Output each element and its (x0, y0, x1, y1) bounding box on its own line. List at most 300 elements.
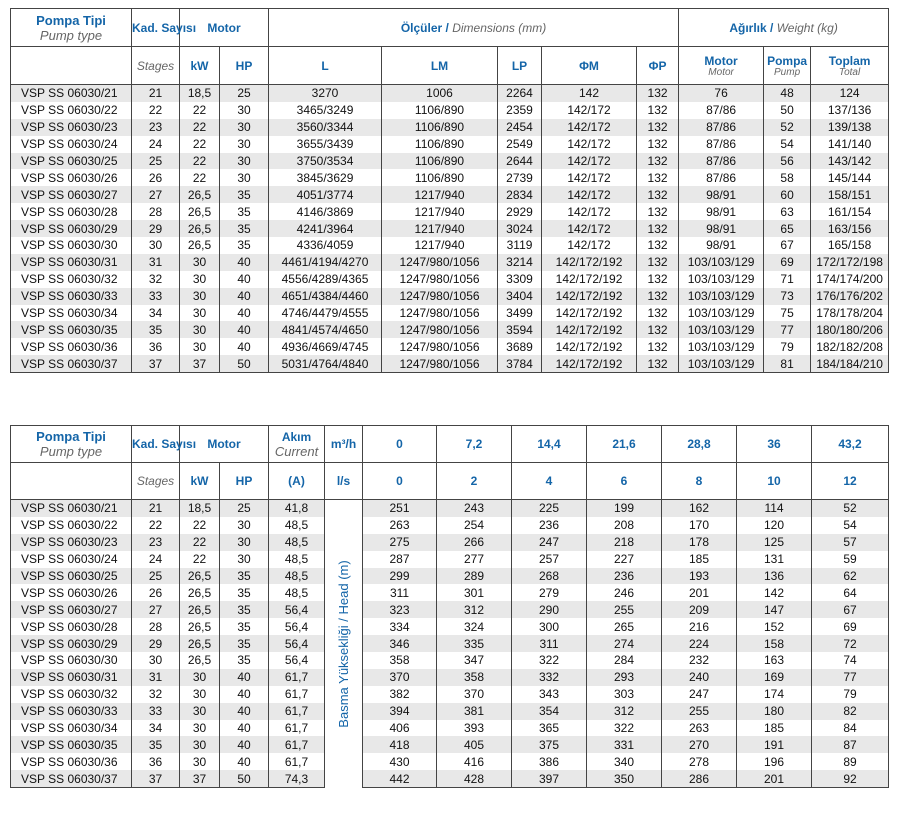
current-cell: 48,5 (269, 551, 325, 568)
head-cell: 322 (512, 652, 587, 669)
kw-cell: 37 (180, 770, 220, 787)
current-cell: 48,5 (269, 517, 325, 534)
hp-cell: 35 (220, 203, 269, 220)
kw-cell: 22 (180, 551, 220, 568)
kw-cell: 30 (180, 254, 220, 271)
weight-pump-cell: 67 (764, 237, 811, 254)
lm-cell: 1106/890 (382, 153, 498, 170)
hp-header: HP (220, 463, 269, 500)
head-cell: 275 (363, 534, 437, 551)
table-row (11, 355, 889, 372)
pump-model-cell: VSP SS 06030/32 (11, 686, 132, 703)
lp-cell: 2739 (498, 169, 542, 186)
performance-table (10, 425, 889, 788)
head-cell: 147 (737, 601, 812, 618)
l-cell: 3750/3534 (269, 153, 382, 170)
weight-pump-cell: 50 (764, 102, 811, 119)
weight-total-cell: 124 (811, 85, 889, 102)
lm-cell: 1247/980/1056 (382, 355, 498, 372)
pump-model-cell: VSP SS 06030/37 (11, 355, 132, 372)
head-cell: 279 (512, 584, 587, 601)
head-cell: 57 (812, 534, 889, 551)
table-row (11, 203, 889, 220)
head-cell: 382 (363, 686, 437, 703)
pump-model-cell: VSP SS 06030/31 (11, 254, 132, 271)
hp-cell: 30 (220, 551, 269, 568)
weight-motor-cell: 87/86 (679, 153, 764, 170)
stages-subheader: Stages (132, 47, 180, 85)
hp-cell: 30 (220, 153, 269, 170)
phi-p-cell: 132 (637, 305, 679, 322)
head-cell: 170 (662, 517, 737, 534)
kw-cell: 22 (180, 119, 220, 136)
lm-cell: 1247/980/1056 (382, 305, 498, 322)
current-cell: 61,7 (269, 686, 325, 703)
weight-header: Ağırlık / Weight (kg) (679, 9, 889, 47)
head-cell: 397 (512, 770, 587, 787)
table-row (11, 102, 889, 119)
lp-cell: 2264 (498, 85, 542, 102)
lm-cell: 1247/980/1056 (382, 321, 498, 338)
pump-model-cell: VSP SS 06030/33 (11, 288, 132, 305)
hp-cell: 30 (220, 517, 269, 534)
stages-cell: 21 (132, 500, 180, 517)
kw-cell: 26,5 (180, 237, 220, 254)
weight-total-cell: 178/178/204 (811, 305, 889, 322)
head-cell: 185 (662, 551, 737, 568)
weight-motor-cell: 103/103/129 (679, 305, 764, 322)
stages-cell: 23 (132, 119, 180, 136)
l-cell: 4841/4574/4650 (269, 321, 382, 338)
head-cell: 300 (512, 618, 587, 635)
weight-motor-cell: 87/86 (679, 102, 764, 119)
head-cell: 428 (437, 770, 512, 787)
head-cell: 358 (437, 669, 512, 686)
head-cell: 311 (363, 584, 437, 601)
kw-cell: 30 (180, 703, 220, 720)
hp-cell: 50 (220, 355, 269, 372)
kw-cell: 26,5 (180, 186, 220, 203)
pump-model-cell: VSP SS 06030/30 (11, 237, 132, 254)
hp-cell: 35 (220, 220, 269, 237)
head-cell: 87 (812, 736, 889, 753)
table-row (11, 635, 889, 652)
stages-cell: 35 (132, 736, 180, 753)
stages-cell: 27 (132, 186, 180, 203)
weight-motor-cell: 87/86 (679, 136, 764, 153)
head-cell: 303 (587, 686, 662, 703)
head-cell: 232 (662, 652, 737, 669)
flow-m3h-1: 7,2 (437, 426, 512, 463)
pump-model-cell: VSP SS 06030/34 (11, 720, 132, 737)
phi-p-cell: 132 (637, 254, 679, 271)
stages-header: Kad. Sayısı (132, 9, 180, 47)
table-row (11, 338, 889, 355)
stages-cell: 36 (132, 338, 180, 355)
current-header: Akım Current (269, 426, 325, 463)
stages-cell: 37 (132, 770, 180, 787)
hp-cell: 30 (220, 534, 269, 551)
l-cell: 4936/4669/4745 (269, 338, 382, 355)
head-cell: 72 (812, 635, 889, 652)
motor-header: Motor (180, 426, 269, 463)
pump-model-cell: VSP SS 06030/36 (11, 753, 132, 770)
l-header: L (269, 47, 382, 85)
stages-cell: 29 (132, 220, 180, 237)
head-cell: 289 (437, 568, 512, 585)
table-row (11, 652, 889, 669)
weight-total-cell: 161/154 (811, 203, 889, 220)
head-cell: 312 (587, 703, 662, 720)
head-cell: 201 (662, 584, 737, 601)
head-cell: 386 (512, 753, 587, 770)
kw-cell: 26,5 (180, 584, 220, 601)
head-cell: 89 (812, 753, 889, 770)
hp-cell: 40 (220, 669, 269, 686)
hp-cell: 40 (220, 305, 269, 322)
head-cell: 82 (812, 703, 889, 720)
head-cell: 162 (662, 500, 737, 517)
table-row (11, 584, 889, 601)
weight-motor-cell: 103/103/129 (679, 271, 764, 288)
weight-motor-cell: 76 (679, 85, 764, 102)
head-cell: 142 (737, 584, 812, 601)
pump-model-cell: VSP SS 06030/26 (11, 584, 132, 601)
phi-p-cell: 132 (637, 119, 679, 136)
head-cell: 323 (363, 601, 437, 618)
weight-motor-cell: 98/91 (679, 203, 764, 220)
kw-cell: 22 (180, 534, 220, 551)
weight-total-cell: 174/174/200 (811, 271, 889, 288)
phi-p-cell: 132 (637, 220, 679, 237)
lm-cell: 1247/980/1056 (382, 288, 498, 305)
hp-cell: 35 (220, 618, 269, 635)
lp-cell: 3784 (498, 355, 542, 372)
pump-model-cell: VSP SS 06030/31 (11, 669, 132, 686)
kw-cell: 18,5 (180, 85, 220, 102)
stages-cell: 24 (132, 136, 180, 153)
current-cell: 48,5 (269, 584, 325, 601)
head-cell: 199 (587, 500, 662, 517)
stages-cell: 30 (132, 237, 180, 254)
pump-model-cell: VSP SS 06030/37 (11, 770, 132, 787)
stages-cell: 32 (132, 686, 180, 703)
current-cell: 56,4 (269, 652, 325, 669)
phi-m-cell: 142/172 (542, 186, 637, 203)
head-cell: 69 (812, 618, 889, 635)
weight-motor-header: Motor Motor (679, 47, 764, 85)
head-cell: 266 (437, 534, 512, 551)
current-cell: 61,7 (269, 720, 325, 737)
weight-total-cell: 141/140 (811, 136, 889, 153)
weight-motor-cell: 103/103/129 (679, 254, 764, 271)
dimensions-header: Ölçüler / Dimensions (mm) (269, 9, 679, 47)
head-cell: 331 (587, 736, 662, 753)
phi-p-cell: 132 (637, 355, 679, 372)
kw-cell: 26,5 (180, 568, 220, 585)
current-cell: 61,7 (269, 669, 325, 686)
head-cell: 77 (812, 669, 889, 686)
head-cell: 263 (363, 517, 437, 534)
lp-cell: 3119 (498, 237, 542, 254)
weight-total-cell: 165/158 (811, 237, 889, 254)
pump-model-cell: VSP SS 06030/35 (11, 321, 132, 338)
l-cell: 3845/3629 (269, 169, 382, 186)
weight-pump-cell: 75 (764, 305, 811, 322)
head-cell: 114 (737, 500, 812, 517)
weight-pump-cell: 54 (764, 136, 811, 153)
phi-m-cell: 142/172 (542, 169, 637, 186)
head-cell: 274 (587, 635, 662, 652)
head-cell: 54 (812, 517, 889, 534)
head-cell: 405 (437, 736, 512, 753)
stages-cell: 31 (132, 669, 180, 686)
head-cell: 268 (512, 568, 587, 585)
lp-header: LP (498, 47, 542, 85)
lm-cell: 1106/890 (382, 169, 498, 186)
weight-pump-cell: 52 (764, 119, 811, 136)
head-cell: 354 (512, 703, 587, 720)
head-cell: 270 (662, 736, 737, 753)
kw-cell: 30 (180, 736, 220, 753)
lm-cell: 1106/890 (382, 119, 498, 136)
head-cell: 335 (437, 635, 512, 652)
phi-m-cell: 142 (542, 85, 637, 102)
head-cell: 62 (812, 568, 889, 585)
head-cell: 131 (737, 551, 812, 568)
pump-model-cell: VSP SS 06030/21 (11, 85, 132, 102)
head-axis-label-cell (325, 500, 363, 788)
phi-m-cell: 142/172/192 (542, 338, 637, 355)
stages-cell: 33 (132, 288, 180, 305)
lm-cell: 1217/940 (382, 186, 498, 203)
lp-cell: 2834 (498, 186, 542, 203)
l-cell: 4336/4059 (269, 237, 382, 254)
table-row (11, 186, 889, 203)
hp-cell: 35 (220, 635, 269, 652)
head-cell: 136 (737, 568, 812, 585)
phi-p-cell: 132 (637, 321, 679, 338)
kw-cell: 26,5 (180, 652, 220, 669)
weight-motor-cell: 103/103/129 (679, 321, 764, 338)
head-cell: 263 (662, 720, 737, 737)
head-cell: 193 (662, 568, 737, 585)
l-cell: 3560/3344 (269, 119, 382, 136)
stages-cell: 28 (132, 618, 180, 635)
stages-cell: 25 (132, 153, 180, 170)
weight-motor-cell: 87/86 (679, 119, 764, 136)
weight-total-header: Toplam Total (811, 47, 889, 85)
weight-total-cell: 182/182/208 (811, 338, 889, 355)
pump-model-cell: VSP SS 06030/36 (11, 338, 132, 355)
table-row (11, 517, 889, 534)
current-cell: 61,7 (269, 736, 325, 753)
head-cell: 201 (737, 770, 812, 787)
hp-cell: 40 (220, 720, 269, 737)
head-cell: 301 (437, 584, 512, 601)
head-cell: 393 (437, 720, 512, 737)
lp-cell: 3594 (498, 321, 542, 338)
phi-p-cell: 132 (637, 169, 679, 186)
head-cell: 394 (363, 703, 437, 720)
stages-cell: 37 (132, 355, 180, 372)
current-unit-header: (A) (269, 463, 325, 500)
lp-cell: 2929 (498, 203, 542, 220)
kw-cell: 30 (180, 753, 220, 770)
hp-cell: 40 (220, 288, 269, 305)
head-cell: 416 (437, 753, 512, 770)
weight-pump-cell: 79 (764, 338, 811, 355)
hp-cell: 30 (220, 102, 269, 119)
lm-cell: 1217/940 (382, 220, 498, 237)
head-cell: 251 (363, 500, 437, 517)
kw-cell: 37 (180, 355, 220, 372)
pump-type-header-blank (11, 463, 132, 500)
phi-m-header: ΦM (542, 47, 637, 85)
head-cell: 208 (587, 517, 662, 534)
stages-cell: 34 (132, 720, 180, 737)
head-cell: 225 (512, 500, 587, 517)
table-row (11, 736, 889, 753)
stages-cell: 33 (132, 703, 180, 720)
head-cell: 227 (587, 551, 662, 568)
current-cell: 41,8 (269, 500, 325, 517)
stages-cell: 22 (132, 102, 180, 119)
head-cell: 236 (512, 517, 587, 534)
head-cell: 418 (363, 736, 437, 753)
phi-p-header: ΦP (637, 47, 679, 85)
lm-cell: 1247/980/1056 (382, 338, 498, 355)
kw-cell: 30 (180, 288, 220, 305)
head-cell: 185 (737, 720, 812, 737)
head-cell: 370 (363, 669, 437, 686)
weight-pump-cell: 58 (764, 169, 811, 186)
weight-motor-cell: 98/91 (679, 237, 764, 254)
phi-m-cell: 142/172 (542, 136, 637, 153)
head-cell: 59 (812, 551, 889, 568)
pump-model-cell: VSP SS 06030/23 (11, 119, 132, 136)
head-cell: 255 (587, 601, 662, 618)
head-cell: 152 (737, 618, 812, 635)
lp-cell: 2454 (498, 119, 542, 136)
weight-total-cell: 180/180/206 (811, 321, 889, 338)
weight-pump-cell: 60 (764, 186, 811, 203)
phi-m-cell: 142/172/192 (542, 355, 637, 372)
head-cell: 277 (437, 551, 512, 568)
l-cell: 4146/3869 (269, 203, 382, 220)
stages-cell: 23 (132, 534, 180, 551)
current-cell: 48,5 (269, 534, 325, 551)
head-cell: 158 (737, 635, 812, 652)
hp-cell: 40 (220, 338, 269, 355)
head-cell: 120 (737, 517, 812, 534)
hp-cell: 35 (220, 652, 269, 669)
l-cell: 4746/4479/4555 (269, 305, 382, 322)
head-cell: 240 (662, 669, 737, 686)
weight-motor-cell: 98/91 (679, 220, 764, 237)
lm-cell: 1106/890 (382, 102, 498, 119)
table-row (11, 305, 889, 322)
table-row (11, 720, 889, 737)
weight-total-cell: 143/142 (811, 153, 889, 170)
current-cell: 56,4 (269, 635, 325, 652)
table-row (11, 321, 889, 338)
kw-cell: 26,5 (180, 220, 220, 237)
phi-p-cell: 132 (637, 271, 679, 288)
dimensions-weight-table (10, 8, 889, 373)
kw-cell: 22 (180, 102, 220, 119)
head-cell: 125 (737, 534, 812, 551)
table-row (11, 169, 889, 186)
weight-pump-cell: 56 (764, 153, 811, 170)
head-cell: 191 (737, 736, 812, 753)
kw-cell: 30 (180, 686, 220, 703)
table-row (11, 686, 889, 703)
head-cell: 180 (737, 703, 812, 720)
weight-total-cell: 145/144 (811, 169, 889, 186)
lp-cell: 3404 (498, 288, 542, 305)
phi-m-cell: 142/172 (542, 203, 637, 220)
table-row (11, 753, 889, 770)
stages-header: Kad. Sayısı (132, 426, 180, 463)
head-cell: 224 (662, 635, 737, 652)
stages-cell: 28 (132, 203, 180, 220)
lm-cell: 1247/980/1056 (382, 254, 498, 271)
pump-model-cell: VSP SS 06030/24 (11, 136, 132, 153)
hp-cell: 35 (220, 186, 269, 203)
pump-model-cell: VSP SS 06030/25 (11, 568, 132, 585)
head-cell: 174 (737, 686, 812, 703)
head-axis-label: Basma Yüksekliği / Head (m) (335, 560, 351, 728)
head-cell: 442 (363, 770, 437, 787)
stages-subheader: Stages (132, 463, 180, 500)
table-row (11, 669, 889, 686)
performance-table-body (11, 500, 889, 788)
kw-cell: 30 (180, 720, 220, 737)
kw-header: kW (180, 47, 220, 85)
phi-m-cell: 142/172/192 (542, 271, 637, 288)
head-cell: 196 (737, 753, 812, 770)
phi-p-cell: 132 (637, 288, 679, 305)
hp-cell: 30 (220, 119, 269, 136)
stages-cell: 26 (132, 169, 180, 186)
flow-m3h-3: 21,6 (587, 426, 662, 463)
hp-cell: 40 (220, 321, 269, 338)
flow-ls-0: 0 (363, 463, 437, 500)
lp-cell: 3499 (498, 305, 542, 322)
weight-motor-cell: 103/103/129 (679, 355, 764, 372)
table-row (11, 153, 889, 170)
phi-p-cell: 132 (637, 153, 679, 170)
weight-total-cell: 139/138 (811, 119, 889, 136)
head-cell: 290 (512, 601, 587, 618)
table-row (11, 568, 889, 585)
weight-total-cell: 163/156 (811, 220, 889, 237)
lm-cell: 1247/980/1056 (382, 271, 498, 288)
hp-header: HP (220, 47, 269, 85)
head-cell: 346 (363, 635, 437, 652)
flow-ls-6: 12 (812, 463, 889, 500)
kw-cell: 26,5 (180, 618, 220, 635)
hp-cell: 30 (220, 136, 269, 153)
weight-pump-cell: 48 (764, 85, 811, 102)
pump-model-cell: VSP SS 06030/29 (11, 220, 132, 237)
pump-model-cell: VSP SS 06030/25 (11, 153, 132, 170)
table-row (11, 254, 889, 271)
head-cell: 64 (812, 584, 889, 601)
hp-cell: 40 (220, 703, 269, 720)
head-cell: 293 (587, 669, 662, 686)
